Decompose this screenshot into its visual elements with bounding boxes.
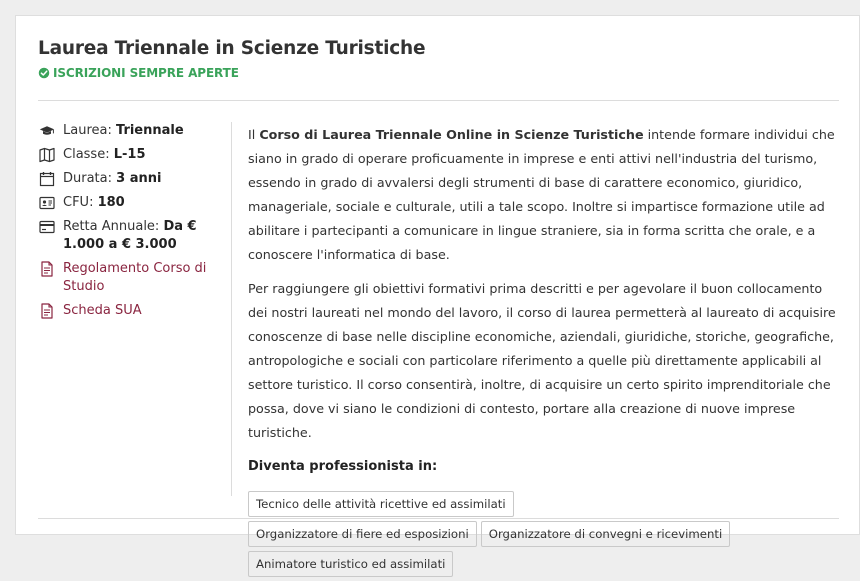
info-cfu <box>38 194 213 212</box>
laurea-label: Laurea: <box>63 123 112 138</box>
info-classe <box>38 146 213 164</box>
divider <box>38 100 839 101</box>
retta-value: Da € 1.000 a € 3.000 <box>63 219 197 252</box>
scheda-sua-link[interactable] <box>38 302 213 320</box>
p1-rest: intende formare individui che siano in grado di operare proficuamente in imprese e enti attivi nell'industria del turismo, essendo in grado di avvalersi degli strumenti di base di carattere economico, giuridico, manageriale, sociale e culturale, utili a tale scopo. Inoltre si impartisce formazione utile ad abilitare i partecipanti a comunicare in lingue straniere, sia in forma scritta che orale, e a conoscere l'informatica di base. <box>248 127 835 262</box>
career-tag[interactable]: Organizzatore di convegni e ricevimenti <box>481 521 730 547</box>
regolamento-link-label[interactable]: Regolamento Corso di Studio <box>63 261 207 294</box>
info-durata <box>38 170 213 188</box>
document-icon <box>38 303 55 319</box>
enrollment-status <box>38 66 239 80</box>
p1-bold: Corso di Laurea Triennale Online in Scienze Turistiche <box>259 127 644 142</box>
calendar-icon <box>38 171 55 187</box>
enrollment-status-text: ISCRIZIONI SEMPRE APERTE <box>53 66 239 80</box>
cfu-value: 180 <box>97 195 125 210</box>
regolamento-link[interactable] <box>38 260 213 296</box>
info-retta <box>38 218 213 254</box>
divider <box>38 518 839 519</box>
career-tags <box>248 491 748 581</box>
p1-prefix: Il <box>248 127 260 142</box>
page-title: Laurea Triennale in Scienze Turistiche <box>38 38 426 59</box>
document-icon <box>38 261 55 277</box>
scheda-sua-link-label[interactable]: Scheda SUA <box>63 303 142 318</box>
info-laurea <box>38 122 213 140</box>
id-card-icon <box>38 195 55 211</box>
laurea-value: Triennale <box>116 123 184 138</box>
career-tag[interactable]: Tecnico delle attività ricettive ed assimilati <box>248 491 514 517</box>
durata-value: 3 anni <box>116 171 162 186</box>
graduation-cap-icon <box>38 123 55 139</box>
career-tag[interactable]: Animatore turistico ed assimilati <box>248 551 453 577</box>
retta-label: Retta Annuale: <box>63 219 160 234</box>
course-info-sidebar <box>38 122 213 326</box>
description-paragraph-1 <box>248 123 843 267</box>
cfu-label: CFU: <box>63 195 94 210</box>
map-icon <box>38 147 55 163</box>
careers-heading: Diventa professionista in: <box>248 459 438 474</box>
description-paragraph-2: Per raggiungere gli obiettivi formativi prima descritti e per agevolare il buon collocamento dei nostri laureati nel mondo del lavoro, il corso di laurea permetterà al laureato di acquisire conoscenze di base nelle discipline economiche, aziendali, giuridiche, storiche, geografiche, antropologiche e sociali con particolare riferimento a quelle più direttamente applicabili al settore turistico. Il corso consentirà, inoltre, di acquisire un certo spirito imprenditoriale che possa, dove vi siano le condizioni di contesto, portare alla creazione di nuove imprese turistiche. <box>248 281 836 440</box>
durata-label: Durata: <box>63 171 113 186</box>
credit-card-icon <box>38 219 55 235</box>
course-card <box>15 15 860 571</box>
career-tag[interactable]: Organizzatore di fiere ed esposizioni <box>248 521 477 547</box>
course-description <box>248 123 843 581</box>
check-circle-icon <box>38 67 50 79</box>
classe-label: Classe: <box>63 147 110 162</box>
vertical-divider <box>231 122 232 496</box>
classe-value: L-15 <box>113 147 146 162</box>
